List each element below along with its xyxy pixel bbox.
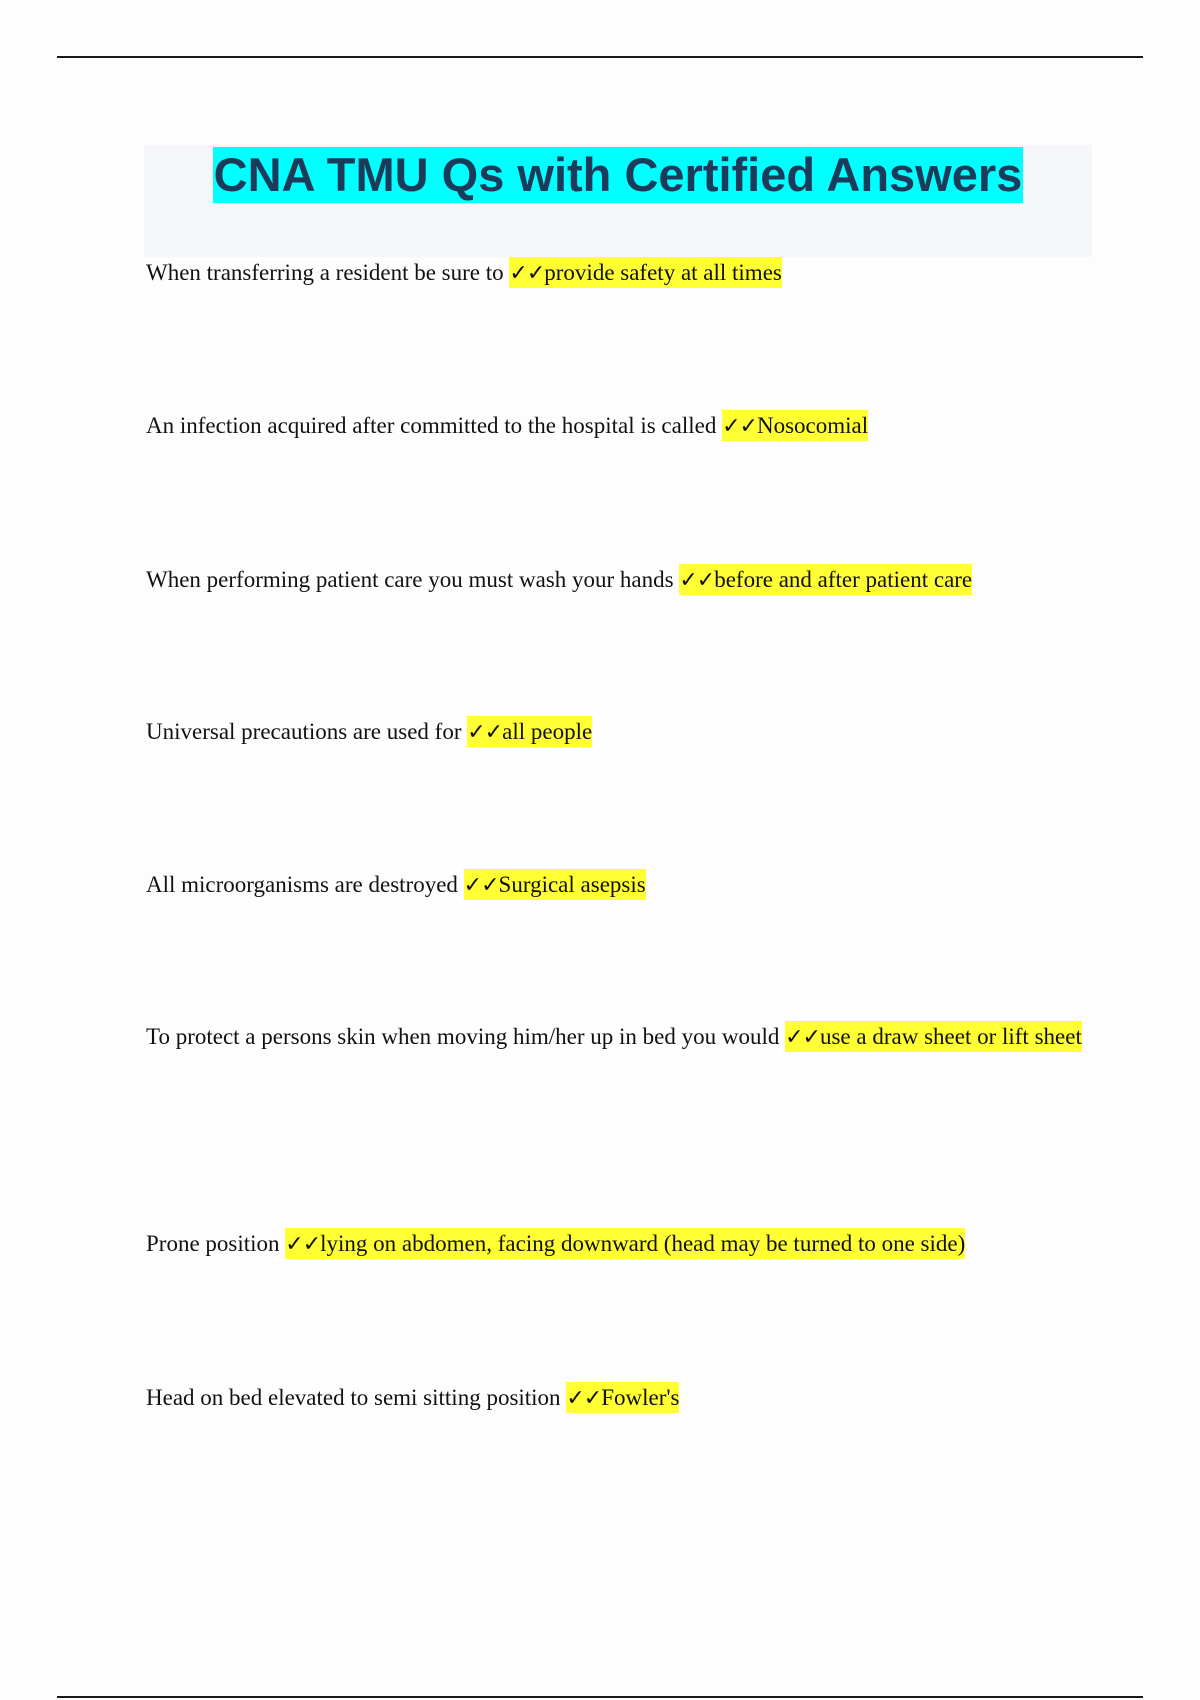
check-icon: ✓✓: [463, 873, 499, 898]
answer-highlight: [464, 869, 646, 900]
answer-text: use a draw sheet or lift sheet: [819, 1024, 1082, 1049]
question-text: When transferring a resident be sure to: [146, 260, 504, 285]
answer-text: before and after patient care: [714, 567, 973, 592]
answer-highlight: [785, 1021, 1082, 1052]
question-text: Universal precautions are used for: [146, 719, 462, 744]
document-title: CNA TMU Qs with Certified Answers: [213, 148, 1023, 201]
question-text: All microorganisms are destroyed: [146, 872, 458, 897]
answer-highlight: [722, 410, 868, 441]
answer-text: Surgical asepsis: [498, 872, 646, 897]
qa-item: [146, 702, 1086, 763]
title-banner: [144, 145, 1092, 257]
answer-text: lying on abdomen, facing downward (head may be turned to one side): [320, 1231, 966, 1256]
answer-text: provide safety at all times: [544, 260, 782, 285]
answer-highlight: [509, 257, 781, 288]
answer-text: Fowler's: [601, 1385, 680, 1410]
check-icon: ✓✓: [679, 568, 715, 593]
check-icon: ✓✓: [509, 261, 545, 286]
question-text: An infection acquired after committed to the hospital is called: [146, 413, 717, 438]
qa-item: [146, 1007, 1086, 1068]
question-text: Head on bed elevated to semi sitting position: [146, 1385, 561, 1410]
answer-highlight: [285, 1228, 965, 1259]
qa-item: [146, 396, 1086, 457]
qa-item: [146, 1214, 1086, 1275]
qa-item: [146, 855, 1086, 916]
question-text: To protect a persons skin when moving him/her up in bed you would: [146, 1024, 780, 1049]
answer-text: Nosocomial: [756, 413, 869, 438]
answer-highlight: [566, 1382, 679, 1413]
top-rule: [57, 56, 1143, 58]
qa-item: [146, 1368, 1086, 1429]
answer-text: all people: [502, 719, 593, 744]
check-icon: ✓✓: [785, 1025, 820, 1050]
check-icon: ✓✓: [722, 414, 757, 439]
question-text: Prone position: [146, 1231, 280, 1256]
answer-highlight: [467, 716, 592, 747]
qa-item: [146, 550, 1086, 611]
answer-highlight: [679, 564, 972, 595]
qa-item: [146, 243, 1086, 304]
check-icon: ✓✓: [566, 1386, 602, 1411]
question-text: When performing patient care you must wash your hands: [146, 567, 674, 592]
check-icon: ✓✓: [285, 1232, 321, 1257]
check-icon: ✓✓: [467, 720, 503, 745]
bottom-rule: [57, 1696, 1143, 1698]
